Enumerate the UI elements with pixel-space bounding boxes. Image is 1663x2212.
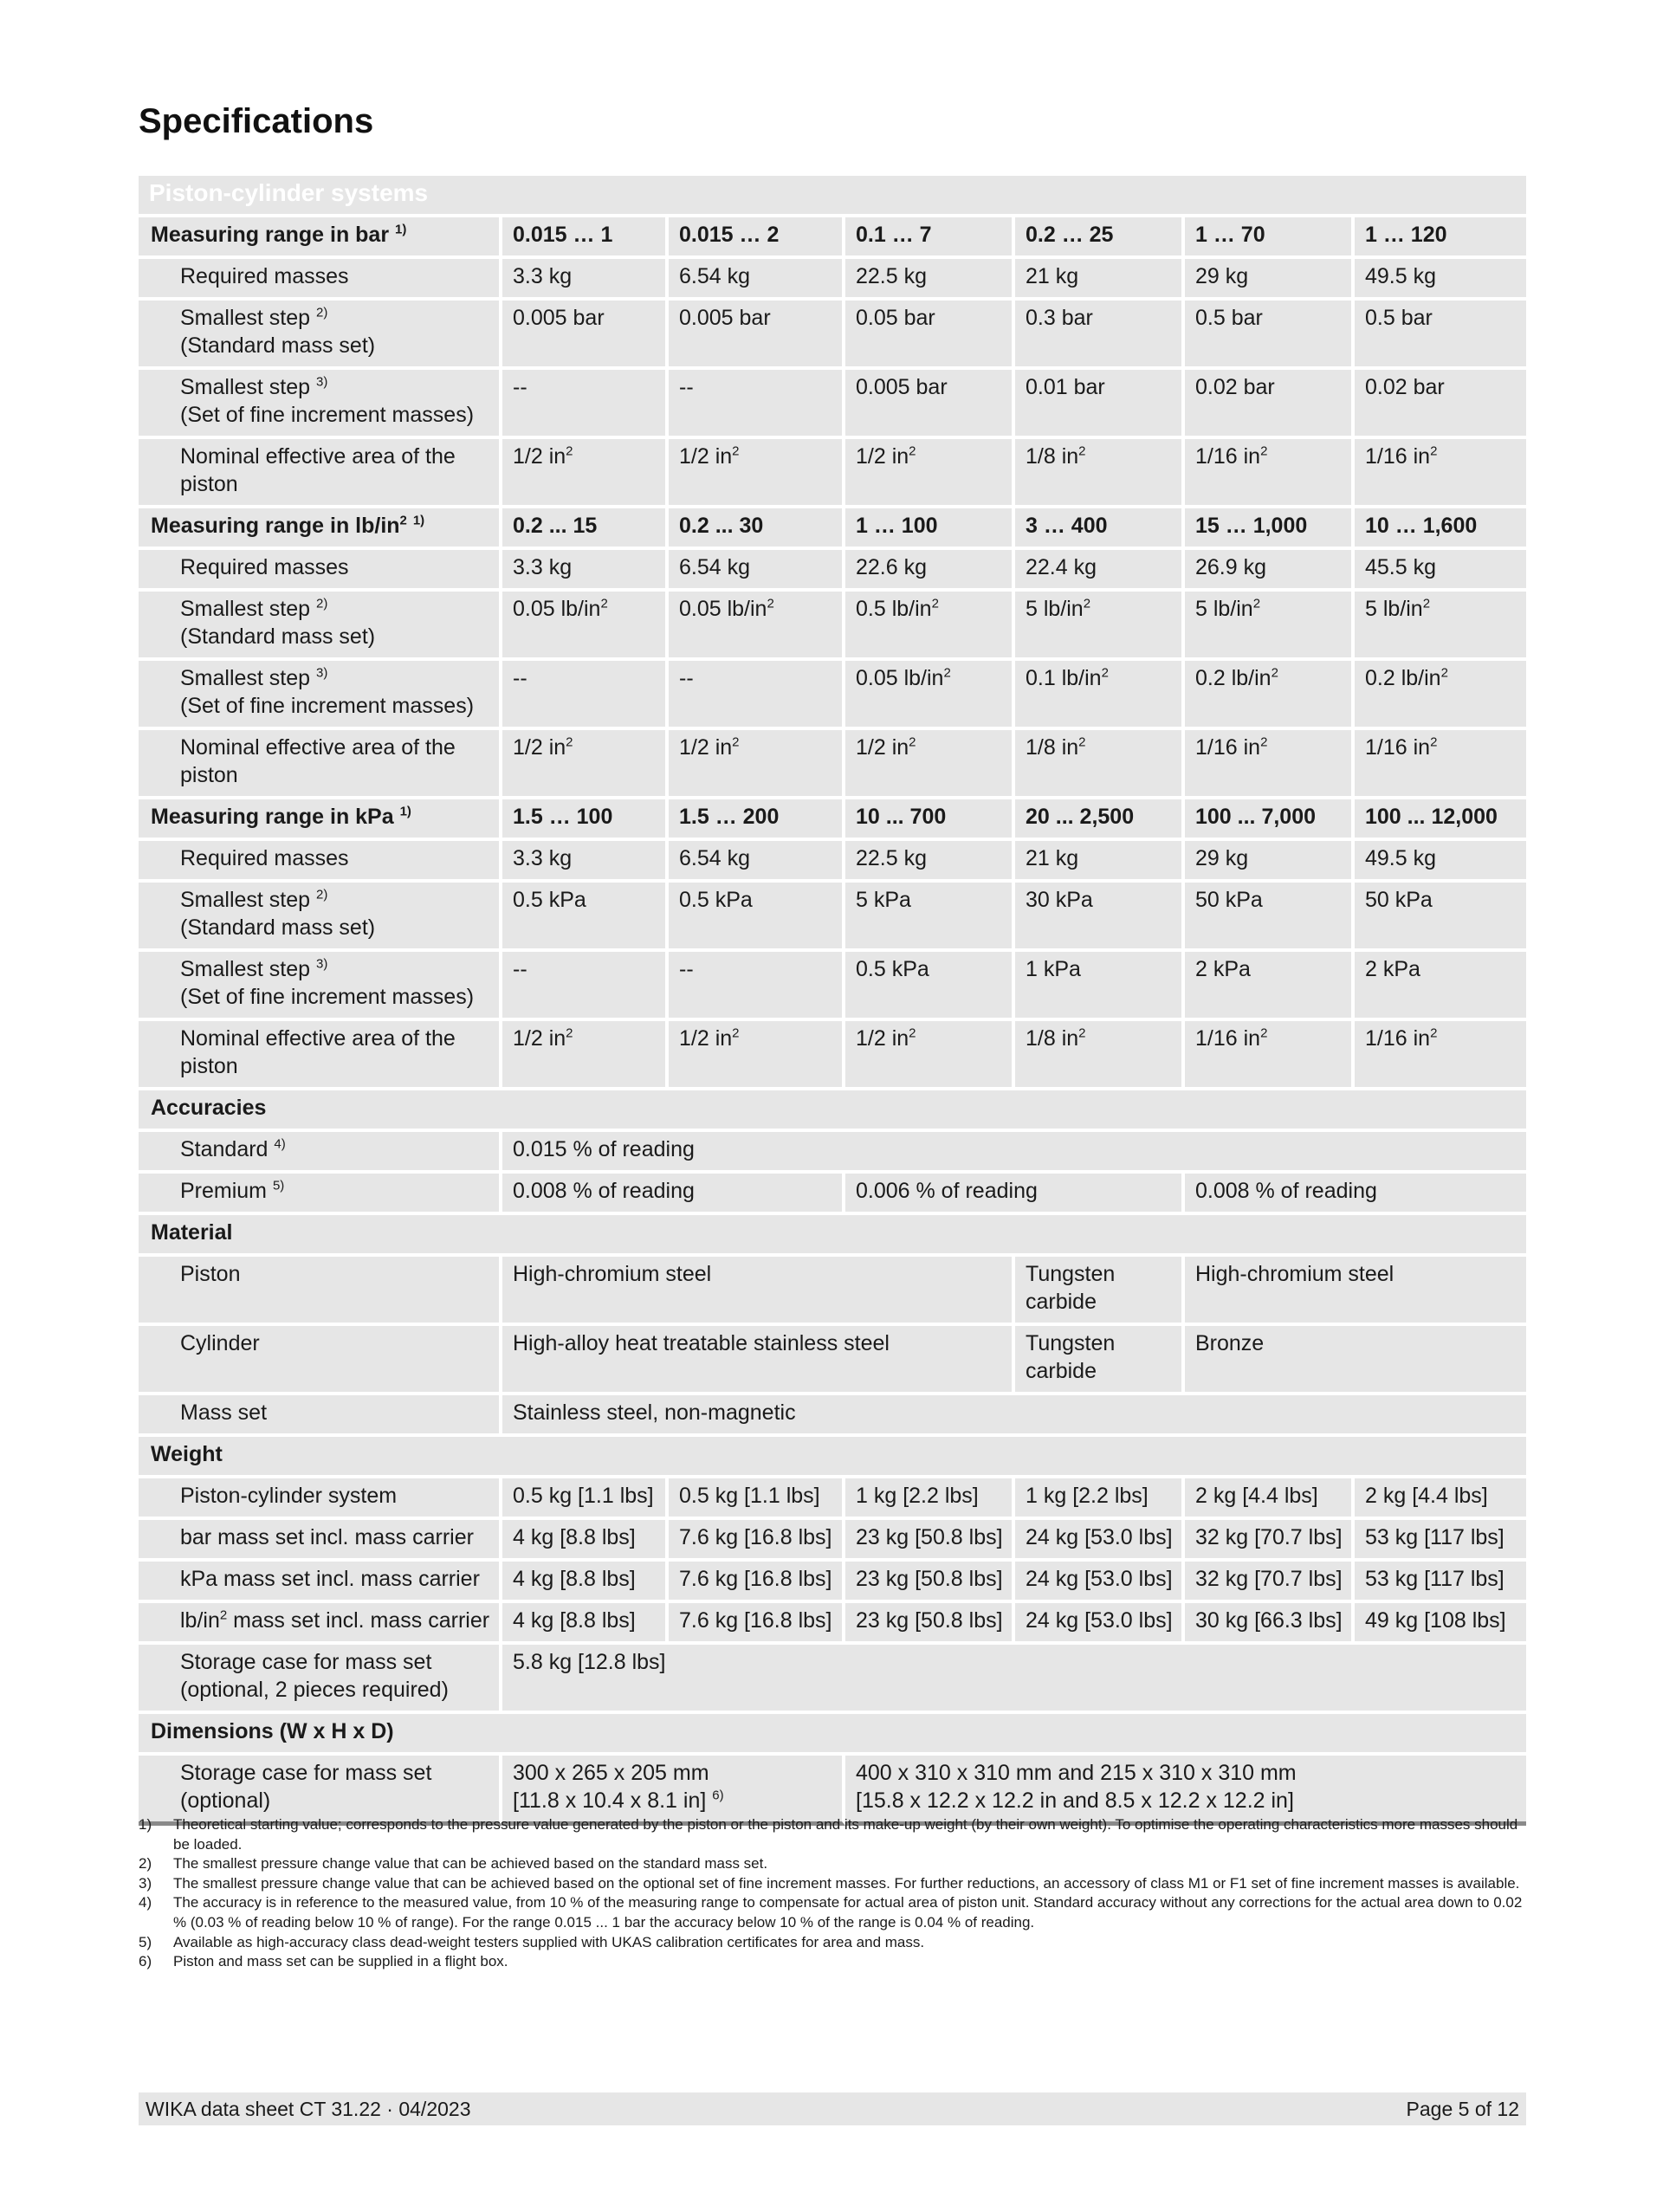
value-cell: Bronze: [1185, 1326, 1526, 1395]
value-cell: 0.005 bar: [845, 370, 1015, 439]
value-cell: 0.015 … 1: [502, 217, 669, 259]
value-cell: 1/16 $in^2$: [1355, 439, 1526, 508]
row-label: Cylinder: [139, 1326, 502, 1395]
value-cell: 1/2 $in^2$: [502, 1021, 669, 1090]
value-cell: 21 kg: [1015, 259, 1185, 301]
value-cell: 0.008 % of reading: [502, 1174, 845, 1215]
superscript: 2): [316, 887, 328, 902]
value-cell: 32 kg [70.7 lbs]: [1185, 1520, 1355, 1562]
footnote-number: 6): [139, 1953, 152, 1970]
superscript: 2: [1430, 443, 1438, 459]
value-cell: 26.9 kg: [1185, 550, 1355, 592]
superscript: 2: [732, 443, 740, 459]
value-cell: 0.5 bar: [1185, 301, 1355, 370]
value-cell: 15 … 1,000: [1185, 508, 1355, 550]
superscript: 4): [274, 1136, 286, 1152]
row-label: Mass set: [139, 1395, 502, 1437]
value-cell: 0.015 % of reading: [502, 1132, 1526, 1174]
measuring-range-row-bar: [139, 217, 1526, 259]
material-heading-row: [139, 1215, 1526, 1257]
footnotes: [139, 1815, 1526, 1972]
value-cell: 7.6 kg [16.8 lbs]: [669, 1603, 845, 1645]
value-cell: --: [669, 370, 845, 439]
value-cell: 6.54 kg: [669, 550, 845, 592]
value-cell: 1/2 $in^2$: [502, 439, 669, 508]
footnote-number: 3): [139, 1874, 152, 1892]
value-cell: 1 kg [2.2 lbs]: [845, 1478, 1015, 1520]
value-cell: 5.8 kg [12.8 lbs]: [502, 1645, 1526, 1714]
value-cell: 6.54 kg: [669, 841, 845, 883]
value-cell: 0.02 bar: [1355, 370, 1526, 439]
footer-document-id: WIKA data sheet CT 31.22 · 04/2023: [146, 2098, 471, 2120]
value-cell: 1/2 $in^2$: [669, 439, 845, 508]
material-cylinder-row: [139, 1326, 1526, 1395]
required-masses-row-kpa: [139, 841, 1526, 883]
value-cell: 50 kPa: [1185, 883, 1355, 952]
footnote-number: 5): [139, 1933, 152, 1950]
section-heading: Material: [139, 1215, 1526, 1257]
material-piston-row: [139, 1257, 1526, 1326]
footnote: [139, 1952, 1526, 1972]
superscript: 2: [732, 734, 740, 750]
superscript: 2: [909, 1025, 916, 1041]
value-cell: 22.4 kg: [1015, 550, 1185, 592]
value-cell: Tungsten carbide: [1015, 1326, 1185, 1395]
value-cell: 21 kg: [1015, 841, 1185, 883]
page-title: Specifications: [139, 102, 374, 140]
value-cell: 23 kg [50.8 lbs]: [845, 1603, 1015, 1645]
value-cell: 2 kg [4.4 lbs]: [1185, 1478, 1355, 1520]
footnote-text: Available as high-accuracy class dead-weight testers supplied with UKAS calibration certificates for area and mass.: [173, 1933, 925, 1950]
value-cell: 45.5 kg: [1355, 550, 1526, 592]
section-heading: Dimensions (W x H x D): [139, 1714, 1526, 1756]
superscript: 2: [1260, 1025, 1268, 1041]
required-masses-row-psi: [139, 550, 1526, 592]
value-cell: 0.05 $lb/in^2$: [845, 661, 1015, 730]
superscript: 2: [1101, 665, 1109, 681]
superscript: 6): [712, 1788, 724, 1803]
value-cell: 24 kg [53.0 lbs]: [1015, 1562, 1185, 1603]
superscript: 2: [566, 734, 573, 750]
measuring-range-row-kpa: [139, 799, 1526, 841]
value-cell: 0.05 $lb/in^2$: [502, 592, 669, 661]
row-label: Smallest step $^{2)}$ (Standard mass set): [139, 301, 502, 370]
superscript: 2: [931, 596, 939, 611]
smallest-step-standard-row-psi: [139, 592, 1526, 661]
value-cell: 2 kPa: [1355, 952, 1526, 1021]
value-cell: 32 kg [70.7 lbs]: [1185, 1562, 1355, 1603]
value-cell: 1/2 $in^2$: [845, 439, 1015, 508]
value-cell: 300 x 265 x 205 mm [11.8 x 10.4 x 8.1 in] $^{6)}$: [502, 1756, 845, 1826]
value-cell: High-alloy heat treatable stainless steel: [502, 1326, 1015, 1395]
value-cell: 3 … 400: [1015, 508, 1185, 550]
value-cell: 50 kPa: [1355, 883, 1526, 952]
value-cell: 1/16 $in^2$: [1355, 1021, 1526, 1090]
value-cell: High-chromium steel: [1185, 1257, 1526, 1326]
footnote-text: The smallest pressure change value that can be achieved based on the standard mass set.: [173, 1855, 768, 1872]
value-cell: 0.2 ... 30: [669, 508, 845, 550]
superscript: 2: [767, 596, 774, 611]
table-header-row: [139, 176, 1526, 217]
value-cell: 0.2 ... 15: [502, 508, 669, 550]
value-cell: Tungsten carbide: [1015, 1257, 1185, 1326]
superscript: 5): [272, 1178, 285, 1193]
footnote-text: The smallest pressure change value that can be achieved based on the optional set of fine increment masses. For further reductions, an accessory of class M1 or F1 set of fine increment masses is available.: [173, 1874, 1520, 1892]
row-label: Storage case for mass set (optional, 2 pieces required): [139, 1645, 502, 1714]
superscript: 2: [600, 596, 608, 611]
material-massset-row: [139, 1395, 1526, 1437]
row-label: bar mass set incl. mass carrier: [139, 1520, 502, 1562]
value-cell: 3.3 kg: [502, 841, 669, 883]
value-cell: 49.5 kg: [1355, 259, 1526, 301]
value-cell: 1/2 $in^2$: [502, 730, 669, 799]
value-cell: 1/2 $in^2$: [845, 730, 1015, 799]
value-cell: Stainless steel, non-magnetic: [502, 1395, 1526, 1437]
footnote: [139, 1815, 1526, 1854]
value-cell: 10 … 1,600: [1355, 508, 1526, 550]
footnote-number: 1): [139, 1816, 152, 1833]
value-cell: --: [669, 952, 845, 1021]
value-cell: High-chromium steel: [502, 1257, 1015, 1326]
value-cell: 0.008 % of reading: [1185, 1174, 1526, 1215]
required-masses-row-bar: [139, 259, 1526, 301]
superscript: 2: [1252, 596, 1261, 611]
value-cell: 1 … 100: [845, 508, 1015, 550]
row-label: Smallest step $^{2)}$ (Standard mass set): [139, 592, 502, 661]
weight-storage-case-row: [139, 1645, 1526, 1714]
value-cell: --: [502, 661, 669, 730]
value-cell: 1/8 $in^2$: [1015, 730, 1185, 799]
effective-area-row-psi: [139, 730, 1526, 799]
smallest-step-fine-row-psi: [139, 661, 1526, 730]
value-cell: 1 kPa: [1015, 952, 1185, 1021]
superscript: 2: [1430, 734, 1438, 750]
weight-bar-massset-row: [139, 1520, 1526, 1562]
footnote-number: 2): [139, 1855, 152, 1872]
value-cell: 4 kg [8.8 lbs]: [502, 1562, 669, 1603]
value-cell: 0.1 $lb/in^2$: [1015, 661, 1185, 730]
measuring-range-label: Measuring range in bar $^{1)}$: [139, 217, 502, 259]
footnote: [139, 1933, 1526, 1953]
value-cell: 1/2 $in^2$: [845, 1021, 1015, 1090]
superscript: 2: [1078, 443, 1086, 459]
value-cell: 6.54 kg: [669, 259, 845, 301]
effective-area-row-bar: [139, 439, 1526, 508]
measuring-range-label: Measuring range in kPa $^{1)}$: [139, 799, 502, 841]
value-cell: 100 ... 12,000: [1355, 799, 1526, 841]
row-label: Smallest step $^{2)}$ (Standard mass set): [139, 883, 502, 952]
superscript: 2): [316, 596, 328, 611]
value-cell: 22.5 kg: [845, 841, 1015, 883]
value-cell: 1 … 70: [1185, 217, 1355, 259]
row-label: Piston-cylinder system: [139, 1478, 502, 1520]
value-cell: 22.6 kg: [845, 550, 1015, 592]
value-cell: 100 ... 7,000: [1185, 799, 1355, 841]
value-cell: 0.01 bar: [1015, 370, 1185, 439]
value-cell: 0.05 $lb/in^2$: [669, 592, 845, 661]
superscript: 2: [1260, 443, 1268, 459]
value-cell: 49 kg [108 lbs]: [1355, 1603, 1526, 1645]
superscript: 3): [316, 665, 328, 681]
value-cell: 49.5 kg: [1355, 841, 1526, 883]
value-cell: 5 $lb/in^2$: [1355, 592, 1526, 661]
page-footer: [139, 2092, 1526, 2125]
value-cell: 1/2 $in^2$: [669, 730, 845, 799]
specifications-table: [139, 176, 1526, 1826]
value-cell: 4 kg [8.8 lbs]: [502, 1603, 669, 1645]
row-label: $lb/in^2$ mass set incl. mass carrier: [139, 1603, 502, 1645]
value-cell: --: [669, 661, 845, 730]
value-cell: 7.6 kg [16.8 lbs]: [669, 1562, 845, 1603]
dimensions-heading-row: [139, 1714, 1526, 1756]
superscript: 2: [1430, 1025, 1438, 1041]
superscript: 2: [732, 1025, 740, 1041]
superscript: 1): [412, 513, 425, 528]
superscript: 2: [1271, 665, 1278, 681]
superscript: 2: [943, 665, 951, 681]
weight-heading-row: [139, 1437, 1526, 1478]
value-cell: 5 $lb/in^2$: [1015, 592, 1185, 661]
accuracies-heading-row: [139, 1090, 1526, 1132]
value-cell: 1 … 120: [1355, 217, 1526, 259]
footer-page-number: Page 5 of 12: [1406, 2098, 1519, 2120]
value-cell: 0.5 kPa: [845, 952, 1015, 1021]
value-cell: 53 kg [117 lbs]: [1355, 1520, 1526, 1562]
value-cell: 0.5 bar: [1355, 301, 1526, 370]
footnote-text: The accuracy is in reference to the measured value, from 10 % of the measuring range to compensate for actual area of piston unit. Standard accuracy without any corrections for the actual area down to 0.02 % (0.03 % of reading below 10 % of range). For the range 0.015 ... 1 bar the accuracy below 10 % of the range is 0.04 % of reading.: [173, 1894, 1523, 1931]
value-cell: 29 kg: [1185, 259, 1355, 301]
row-label: Standard $^{4)}$: [139, 1132, 502, 1174]
footnote: [139, 1893, 1526, 1932]
value-cell: 0.2 … 25: [1015, 217, 1185, 259]
row-label: Premium $^{5)}$: [139, 1174, 502, 1215]
section-heading: Weight: [139, 1437, 1526, 1478]
value-cell: --: [502, 370, 669, 439]
value-cell: 0.5 kg [1.1 lbs]: [502, 1478, 669, 1520]
weight-kpa-massset-row: [139, 1562, 1526, 1603]
superscript: 1): [399, 804, 411, 819]
superscript: 2: [1083, 596, 1091, 611]
value-cell: 0.5 kPa: [669, 883, 845, 952]
value-cell: 30 kPa: [1015, 883, 1185, 952]
table-header: Piston-cylinder systems: [139, 176, 1526, 217]
superscript: 2: [399, 513, 407, 528]
superscript: 2: [1078, 734, 1086, 750]
value-cell: 3.3 kg: [502, 259, 669, 301]
value-cell: 7.6 kg [16.8 lbs]: [669, 1520, 845, 1562]
row-label: Required masses: [139, 259, 502, 301]
superscript: 1): [395, 222, 407, 237]
value-cell: 20 ... 2,500: [1015, 799, 1185, 841]
superscript: 2: [566, 443, 573, 459]
row-label: Smallest step $^{3)}$ (Set of fine increment masses): [139, 370, 502, 439]
value-cell: 1/8 $in^2$: [1015, 1021, 1185, 1090]
row-label: Nominal effective area of the piston: [139, 439, 502, 508]
value-cell: 10 ... 700: [845, 799, 1015, 841]
row-label: kPa mass set incl. mass carrier: [139, 1562, 502, 1603]
footnote-text: Piston and mass set can be supplied in a flight box.: [173, 1953, 508, 1970]
value-cell: 1.5 … 200: [669, 799, 845, 841]
measuring-range-row-psi: [139, 508, 1526, 550]
value-cell: 0.006 % of reading: [845, 1174, 1185, 1215]
value-cell: 0.2 $lb/in^2$: [1355, 661, 1526, 730]
value-cell: 1/16 $in^2$: [1185, 439, 1355, 508]
value-cell: 3.3 kg: [502, 550, 669, 592]
row-label: Smallest step $^{3)}$ (Set of fine increment masses): [139, 952, 502, 1021]
accuracy-standard-row: [139, 1132, 1526, 1174]
value-cell: 1/8 $in^2$: [1015, 439, 1185, 508]
value-cell: 23 kg [50.8 lbs]: [845, 1520, 1015, 1562]
value-cell: 0.2 $lb/in^2$: [1185, 661, 1355, 730]
value-cell: 400 x 310 x 310 mm and 215 x 310 x 310 mm [15.8 x 12.2 x 12.2 in and 8.5 x 12.2 x 12.2 in]: [845, 1756, 1526, 1826]
footnote: [139, 1854, 1526, 1874]
value-cell: 53 kg [117 lbs]: [1355, 1562, 1526, 1603]
value-cell: 24 kg [53.0 lbs]: [1015, 1520, 1185, 1562]
value-cell: 2 kPa: [1185, 952, 1355, 1021]
superscript: 2: [909, 734, 916, 750]
superscript: 2: [1260, 734, 1268, 750]
smallest-step-standard-row-kpa: [139, 883, 1526, 952]
superscript: 2: [219, 1607, 228, 1623]
footnote-text: Theoretical starting value; corresponds to the pressure value generated by the piston or the piston and its make-up weight (by their own weight). To optimise the operating characteristics more masses should be loaded.: [173, 1816, 1518, 1853]
value-cell: 0.05 bar: [845, 301, 1015, 370]
row-label: Required masses: [139, 841, 502, 883]
value-cell: 5 kPa: [845, 883, 1015, 952]
row-label: Required masses: [139, 550, 502, 592]
value-cell: 0.5 kg [1.1 lbs]: [669, 1478, 845, 1520]
value-cell: 29 kg: [1185, 841, 1355, 883]
superscript: 2): [316, 305, 328, 320]
weight-psi-massset-row: [139, 1603, 1526, 1645]
row-label: Nominal effective area of the piston: [139, 1021, 502, 1090]
value-cell: 2 kg [4.4 lbs]: [1355, 1478, 1526, 1520]
superscript: 3): [316, 374, 328, 390]
value-cell: 0.02 bar: [1185, 370, 1355, 439]
value-cell: 30 kg [66.3 lbs]: [1185, 1603, 1355, 1645]
accuracy-premium-row: [139, 1174, 1526, 1215]
value-cell: 24 kg [53.0 lbs]: [1015, 1603, 1185, 1645]
value-cell: 1/16 $in^2$: [1185, 1021, 1355, 1090]
value-cell: 5 $lb/in^2$: [1185, 592, 1355, 661]
value-cell: 4 kg [8.8 lbs]: [502, 1520, 669, 1562]
value-cell: 0.005 bar: [502, 301, 669, 370]
smallest-step-fine-row-kpa: [139, 952, 1526, 1021]
section-heading: Accuracies: [139, 1090, 1526, 1132]
superscript: 2: [1078, 1025, 1086, 1041]
value-cell: 0.5 $lb/in^2$: [845, 592, 1015, 661]
superscript: 2: [1440, 665, 1448, 681]
superscript: 2: [1422, 596, 1431, 611]
value-cell: 1/16 $in^2$: [1185, 730, 1355, 799]
effective-area-row-kpa: [139, 1021, 1526, 1090]
superscript: 2: [566, 1025, 573, 1041]
value-cell: 0.005 bar: [669, 301, 845, 370]
value-cell: 1 kg [2.2 lbs]: [1015, 1478, 1185, 1520]
row-label: Smallest step $^{3)}$ (Set of fine increment masses): [139, 661, 502, 730]
smallest-step-fine-row-bar: [139, 370, 1526, 439]
smallest-step-standard-row-bar: [139, 301, 1526, 370]
value-cell: 0.3 bar: [1015, 301, 1185, 370]
value-cell: --: [502, 952, 669, 1021]
value-cell: 1.5 … 100: [502, 799, 669, 841]
value-cell: 0.5 kPa: [502, 883, 669, 952]
value-cell: 23 kg [50.8 lbs]: [845, 1562, 1015, 1603]
footnote: [139, 1874, 1526, 1894]
weight-piston-cylinder-row: [139, 1478, 1526, 1520]
row-label: Storage case for mass set (optional): [139, 1756, 502, 1826]
superscript: 2: [909, 443, 916, 459]
footnote-number: 4): [139, 1894, 152, 1911]
value-cell: 0.015 … 2: [669, 217, 845, 259]
value-cell: 1/2 $in^2$: [669, 1021, 845, 1090]
superscript: 3): [316, 956, 328, 972]
row-label: Piston: [139, 1257, 502, 1326]
value-cell: 0.1 … 7: [845, 217, 1015, 259]
value-cell: 1/16 $in^2$: [1355, 730, 1526, 799]
row-label: Nominal effective area of the piston: [139, 730, 502, 799]
measuring-range-label: Measuring range in $lb/in^2$ $^{1)}$: [139, 508, 502, 550]
value-cell: 22.5 kg: [845, 259, 1015, 301]
